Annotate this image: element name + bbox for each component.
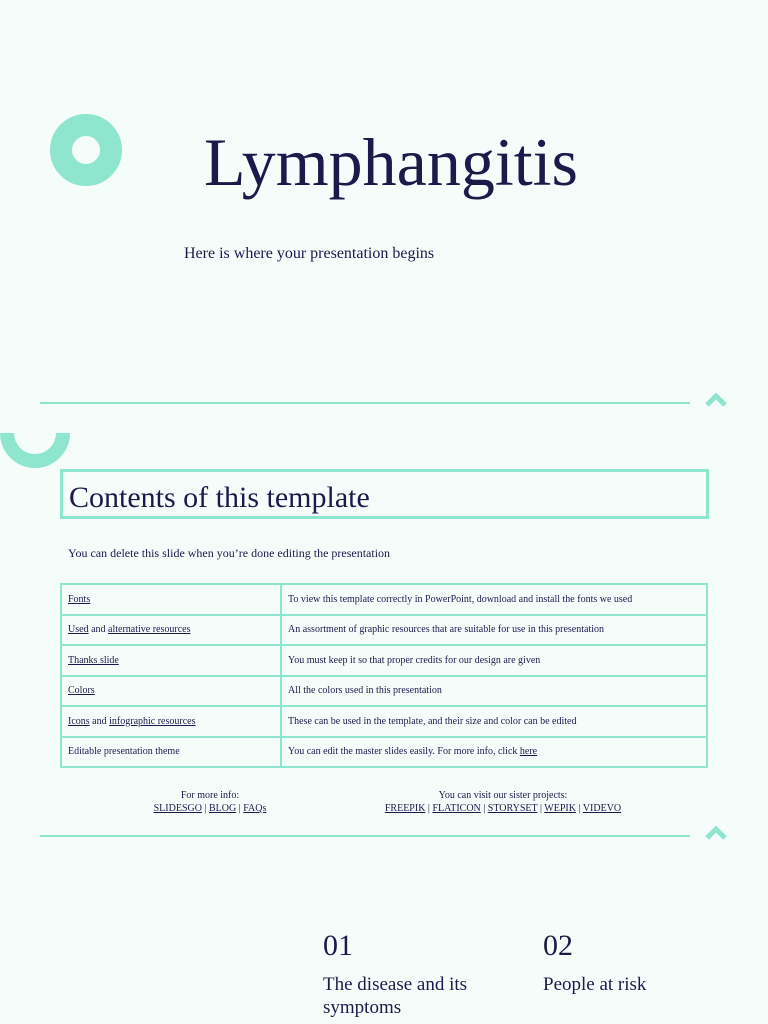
table-cell: To view this template correctly in PowerPoint, download and install the fonts we used xyxy=(281,584,707,615)
table-row xyxy=(61,706,707,737)
table-cell: Editable presentation theme xyxy=(61,737,281,768)
contents-heading: Contents of this template xyxy=(69,481,370,514)
table-row xyxy=(61,676,707,707)
section-number: 02 xyxy=(543,929,573,962)
blog-link[interactable]: BLOG xyxy=(208,803,237,814)
icons-link[interactable]: Icons xyxy=(68,715,90,727)
table-cell: An assortment of graphic resources that are suitable for use in this presentation xyxy=(281,615,707,646)
more-info xyxy=(110,789,310,815)
table-row xyxy=(61,615,707,646)
half-ring-decoration xyxy=(0,433,70,470)
slide-divider xyxy=(40,402,690,404)
resources-table xyxy=(60,583,708,768)
infographic-resources-link[interactable]: infographic resources xyxy=(109,715,196,727)
alternative-resources-link[interactable]: alternative resources xyxy=(108,624,191,636)
ring-decoration xyxy=(50,114,122,186)
more-info-label: For more info: xyxy=(180,790,240,801)
faqs-link[interactable]: FAQs xyxy=(243,803,267,814)
section-title: The disease and its symptoms xyxy=(323,974,468,1018)
separator: | xyxy=(483,803,486,814)
used-link[interactable]: Used xyxy=(68,624,89,636)
master-slides-text: You can edit the master slides easily. For more info, click xyxy=(288,746,518,758)
chevron-up-icon xyxy=(705,393,727,407)
thanks-slide-link[interactable]: Thanks slide xyxy=(68,654,119,666)
table-cell: All the colors used in this presentation xyxy=(281,676,707,707)
slide-divider xyxy=(40,835,690,837)
section-title: People at risk xyxy=(543,974,647,995)
storyset-link[interactable]: STORYSET xyxy=(487,803,538,814)
presentation-subtitle: Here is where your presentation begins xyxy=(184,245,435,262)
separator: | xyxy=(578,803,581,814)
presentation-title: Lymphangitis xyxy=(204,124,578,200)
separator: | xyxy=(539,803,542,814)
delete-note: You can delete this slide when you’re done editing the presentation xyxy=(68,546,391,560)
separator: | xyxy=(427,803,430,814)
table-cell: You must keep it so that proper credits for our design are given xyxy=(281,645,707,676)
sister-projects xyxy=(353,789,653,815)
slidesgo-link[interactable]: SLIDESGO xyxy=(153,803,202,814)
section-number: 01 xyxy=(323,929,353,962)
and-text: and xyxy=(92,715,107,727)
contents-title-box xyxy=(60,469,709,519)
videvo-link[interactable]: VIDEVO xyxy=(582,803,622,814)
table-row xyxy=(61,645,707,676)
chevron-up-icon xyxy=(705,826,727,840)
table-cell: These can be used in the template, and their size and color can be edited xyxy=(281,706,707,737)
flaticon-link[interactable]: FLATICON xyxy=(432,803,481,814)
fonts-link[interactable]: Fonts xyxy=(68,593,91,605)
table-row xyxy=(61,584,707,615)
wepik-link[interactable]: WEPIK xyxy=(544,803,576,814)
and-text: and xyxy=(91,624,106,636)
sister-projects-label: You can visit our sister projects: xyxy=(438,790,568,801)
separator: | xyxy=(238,803,241,814)
separator: | xyxy=(204,803,207,814)
colors-link[interactable]: Colors xyxy=(68,685,95,697)
freepik-link[interactable]: FREEPIK xyxy=(384,803,426,814)
table-row xyxy=(61,737,707,768)
here-link[interactable]: here xyxy=(519,746,538,758)
